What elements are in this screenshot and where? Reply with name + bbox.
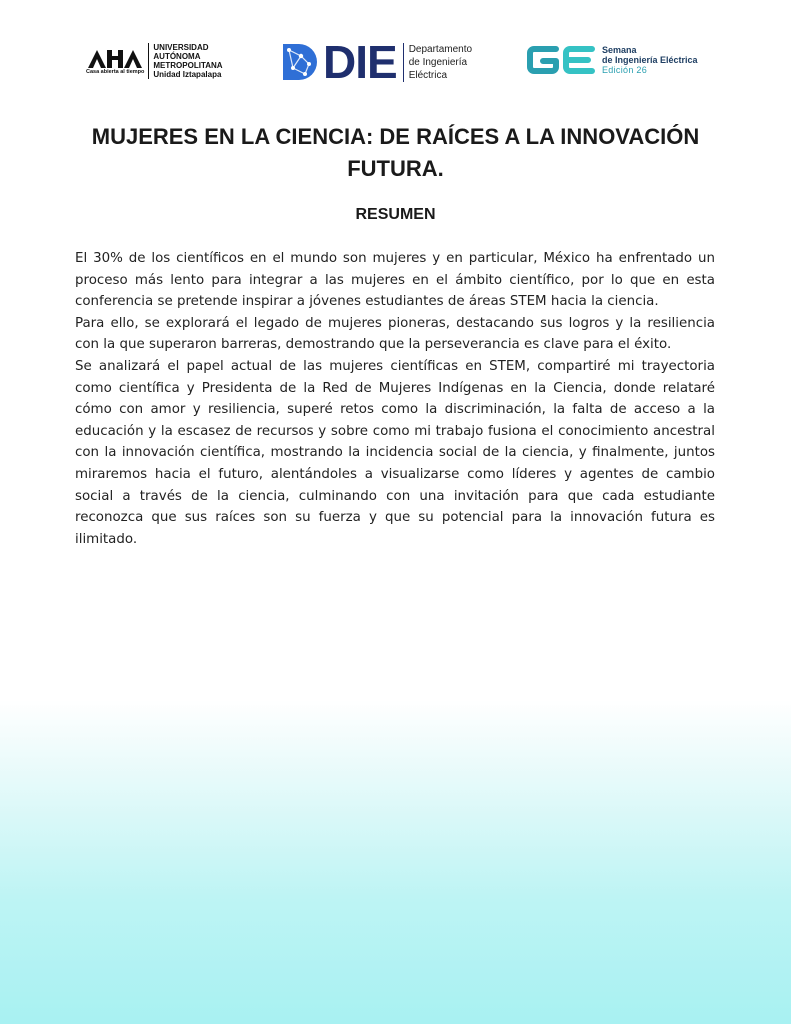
- abstract-paragraph: Se analizará el papel actual de las mujeres científicas en STEM, compartiré mi trayectoria como científica y Presidenta de la Red de Mujeres Indígenas en la Ciencia, donde relataré cómo con amor y resiliencia, superé retos como la discriminación, la falta de acceso a la educación y la escasez de recursos y sobre como mi trabajo fusiona el conocimiento ancestral con la innovación científica, mostrando la incidencia social de la ciencia, y finalmente, juntos miraremos hacia el futuro, alentándoles a visualizarse como líderes y agentes de cambio social a través de la ciencia, culminando con una invitación para que cada estudiante reconozca que sus raíces son su fuerza y que su potencial para la innovación futura es ilimitado.: [75, 358, 715, 547]
- abstract-paragraph: El 30% de los científicos en el mundo son mujeres y en particular, México ha enfrentado un proceso más lento para integrar a las mujeres en el ámbito científico, por lo que en esta conferencia se pretende inspirar a jóvenes estudiantes de áreas STEM hacia la ciencia.: [75, 251, 715, 310]
- die-line: de Ingeniería: [408, 56, 468, 68]
- uam-name: [148, 43, 222, 79]
- abstract-paragraph: Para ello, se explorará el legado de mujeres pioneras, destacando sus logros y la resiliencia con la que superaron barreras, demostrando que la perseverancia es clave para el éxito.: [75, 315, 715, 353]
- uam-logo: [86, 43, 223, 79]
- uam-line: METROPOLITANA: [153, 61, 223, 70]
- abstract-body: [75, 248, 715, 550]
- sie-line: Semana: [602, 45, 637, 55]
- uam-line: AUTÓNOMA: [153, 52, 201, 61]
- sie-logo: [526, 44, 698, 76]
- title-line-1: MUJERES EN LA CIENCIA: DE RAÍCES A LA INNOVACIÓN: [91, 124, 700, 149]
- die-letters: DIE: [323, 36, 397, 88]
- sie-line: de Ingeniería Eléctrica: [602, 55, 698, 65]
- die-line: Departamento: [408, 43, 473, 55]
- uam-emblem-icon: [88, 48, 142, 68]
- title-line-2: FUTURA.: [347, 156, 444, 181]
- uam-line: UNIVERSIDAD: [153, 43, 209, 52]
- sie-emblem-icon: [526, 44, 596, 76]
- sie-edition: Edición 26: [602, 65, 648, 75]
- network-nodes-icon: [281, 42, 321, 82]
- section-heading: RESUMEN: [355, 206, 436, 223]
- uam-mark: [86, 48, 144, 75]
- document-title: [60, 121, 731, 185]
- sie-name: [602, 45, 698, 75]
- die-name: [403, 43, 472, 82]
- uam-line: Unidad Iztapalapa: [153, 70, 222, 79]
- uam-motto: Casa abierta al tiempo: [86, 68, 145, 75]
- die-logo: [281, 36, 473, 88]
- die-line: Eléctrica: [408, 69, 448, 81]
